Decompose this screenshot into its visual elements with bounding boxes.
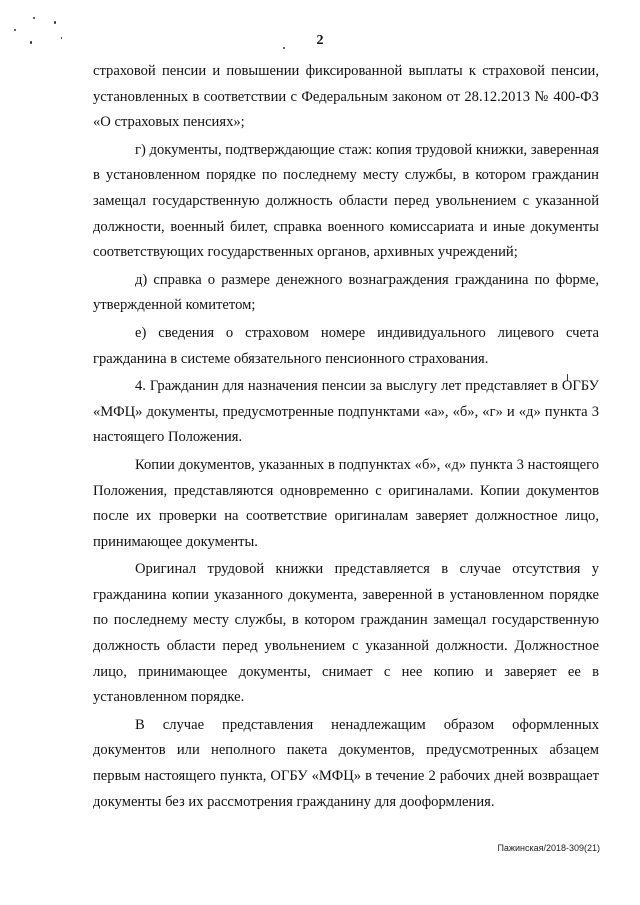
scan-speck <box>54 21 56 24</box>
document-footer-code: Пажинская/2018-309(21) <box>497 843 600 853</box>
scan-speck <box>14 29 16 31</box>
paragraph-item-4: 4. Гражданин для назначения пенсии за выслугу лет представляет в ОГБУ «МФЦ» документы, предусмотренные подпунктами «а», «б», «г» и «д» пункта 3 настоящего Положения. <box>93 378 599 446</box>
paragraph-original-workbook: Оригинал трудовой книжки представляется в случае отсутствия у гражданина копии указанного документа, заверенной в установленном порядке по последнему месту службы, в котором гражданин замещал государственную должность области перед увольнением с указанной должности. Должностное лицо, принимающее документы, снимает с нее копию и заверяет ее в установленном порядке. <box>93 561 599 706</box>
paragraph-return-documents: В случае представления ненадлежащим образом оформленных документов или неполного пакета документов, предусмотренных абзацем первым настоящего пункта, ОГБУ «МФЦ» в течение 2 рабочих дней возвращает документы без их рассмотрения гражданину для дооформления. <box>93 716 599 810</box>
scan-speck <box>33 17 35 19</box>
paragraph-subitem-e: е) сведения о страховом номере индивидуального лицевого счета гражданина в системе обязательного пенсионного страхования. <box>93 324 599 367</box>
paragraph-subitem-d: д) справка о размере денежного вознаграждения гражданина по форме, утвержденной комитетом; <box>93 271 599 314</box>
paragraph-subitem-g: г) документы, подтверждающие стаж: копия трудовой книжки, заверенная в установленном порядке по последнему месту службы, в котором гражданин замещал государственную должность области перед увольнением с указанной должности, военный билет, справка военного комиссариата и иные документы соответствующих государственных органов, архивных учреждений; <box>93 141 599 261</box>
page-number: 2 <box>316 33 324 48</box>
document-body <box>93 59 599 817</box>
paragraph-continuation: страховой пенсии и повышении фиксированной выплаты к страховой пенсии, установленных в соответствии с Федеральным законом от 28.12.2013 № 400-ФЗ «О страховых пенсиях»; <box>93 63 599 131</box>
paragraph-copies: Копии документов, указанных в подпунктах «б», «д» пункта 3 настоящего Положения, представляются одновременно с оригиналами. Копии документов после их проверки на соответствие оригиналам заверяет должностное лицо, принимающее документы. <box>93 456 599 550</box>
